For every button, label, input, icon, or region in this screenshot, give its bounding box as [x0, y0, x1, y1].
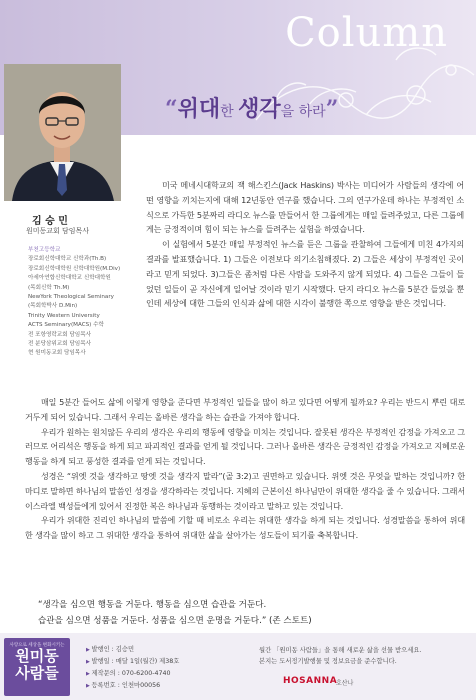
cv-item: Trinity Western University — [28, 312, 100, 319]
quote-line-1: “생각을 심으면 행동을 거둔다. 행동을 심으면 습관을 거둔다. — [38, 600, 267, 610]
headline-open-quote: “ — [165, 96, 178, 122]
article-paragraph: 이 실험에서 5분간 매일 부정적인 뉴스를 듣은 그룹을 관찰하여 그들에게 미친 4가지의 결과를 발표했습니다. 1) 그들은 이전보다 의기소침해졌다. 2) 그들은 세상이 부정적인 곳이라고 믿게 되었다. 3)그들은 좀처럼 다른 사람을 도와주지 않게 되었다. 4) 그들은 그들이 들었던 일들이 곧 자신에게 일어날 것이라 믿기 시작했다. 단지 라디오 뉴스를 5분간 들었을 뿐인데 세상에 대한 그들의 인식과 삶에 대한 시각이 불행한 쪽으로 영향을 받은 것입니다. — [146, 239, 464, 309]
cv-item: 전 분당삼위교회 담임목사 — [28, 341, 91, 348]
headline-close-quote: ” — [325, 96, 339, 122]
article-paragraph: 우리가 위대한 진리인 하나님의 말씀에 기할 때 비로소 우리는 위대한 생각을 하게 되는 것입니다. 성경말씀을 통하여 위대한 생각을 많이 하고 그 위대한 생각을 통하여 위대한 삶을 살아가는 성도들이 되기를 축복합니다. — [25, 515, 465, 541]
logo-tagline: 사랑으로 세상을 변화시키는 — [9, 643, 65, 648]
logo-title-line-1: 원미동 — [15, 647, 59, 665]
closing-quote — [38, 597, 458, 629]
cv-item: 현 원미동교회 담임목사 — [28, 350, 86, 357]
quote-line-2: 습관을 심으면 성품을 거둔다. 성품을 심으면 운명을 거둔다.” (존 스토트) — [38, 616, 312, 626]
publisher-info-item: ▶ 발행일 : 매달 1일(월간) 제38호 — [86, 656, 179, 668]
article-paragraph: 성경은 “위엣 것을 생각하고 땅엣 것을 생각지 말라”(골 3:2)고 권면하고 있습니다. 위엣 것은 무엇을 말하는 것입니까? 한 마디로 말하면 하나님의 말씀인 성경을 생각하라는 것입니다. 지혜의 근본이신 하나님만이 위대한 생각을 줄 수 있습니다. 그래서 이스라엘 백성들에게 있어서 진정한 복은 하나님과 동행하는 것이라고 말하고 있는 것입니다. — [25, 470, 465, 511]
hosanna-logo: HOSANNA — [283, 676, 338, 686]
publisher-info-item: ▶ 발행인 : 김승민 — [86, 644, 179, 656]
publisher-info — [86, 644, 179, 692]
article-body-lower — [25, 395, 465, 543]
monthly-notice — [259, 645, 469, 667]
author-photo — [4, 64, 121, 201]
headline-part-2: 한 — [220, 104, 239, 120]
article-paragraph: 미국 메네시대학교의 잭 해스킨스(Jack Haskins) 박사는 미디어가 사람들의 생각에 어떤 영향을 끼치는지에 대해 12년동안 연구를 했습니다. 그의 연구가운데 하나는 부정적인 소식으로 가득한 5분짜리 라디오 뉴스를 만들어서 한 그룹에게는 매일 들려주었고, 다른 그룹에게는 긍정적이며 힘이 되는 뉴스를 들려주는 실험을 하였습니다. — [146, 180, 464, 235]
publisher-info-item: ▶ 등록번호 : 인천마00056 — [86, 680, 179, 692]
monthly-notice-line-2: 본지는 도서정기발행물 및 정보요금을 준수합니다. — [259, 658, 397, 665]
cv-item: NewYork Theological Seminary — [28, 294, 114, 301]
author-name: 김 승 민 — [32, 216, 68, 227]
article-paragraph: 우리가 원하는 원치않든 우리의 생각은 우리의 행동에 영향을 미치는 것입니다. 잘못된 생각은 부정적인 감정을 가져오고 그러므로 어리석은 행동을 하게 되고 파괴적인 결과를 얻게 될 것입니다. 그러나 올바른 생각은 긍정적인 감정을 가져오고 지혜로운 행동을 하게 되고 풍성한 결과를 얻게 되는 것입니다. — [25, 426, 465, 467]
hosanna-sub: 호산나 — [336, 680, 354, 687]
article-headline — [165, 92, 338, 123]
magazine-logo — [4, 638, 70, 696]
monthly-notice-line-1: 월간 「원미동 사람들」을 통해 새로운 삶을 선물 받으세요. — [259, 647, 422, 654]
cv-item: (목회신학 Th.M) — [28, 284, 70, 291]
article-paragraph: 매일 5분간 들어도 삶에 이렇게 영향을 준다면 부정적인 일들을 많이 하고 있다면 어떻게 될까요? 우리는 반드시 뿌린 대로 거두게 되어 있습니다. 그래서 우리는 올바른 생각을 하는 습관을 가져야 합니다. — [25, 397, 465, 422]
author-role: 원미동교회 담임목사 — [26, 227, 90, 235]
article-body-upper — [146, 178, 464, 311]
publisher-info-item: ▶ 제작문의 : 070-6200-4740 — [86, 668, 179, 680]
headline-part-3: 생각 — [238, 97, 281, 122]
section-title: Column — [285, 10, 448, 56]
cv-item: 장로회신학대학원 신학대학원(M.Div) — [28, 265, 121, 272]
logo-title-line-2: 사람들 — [15, 664, 59, 682]
author-cv-list — [28, 246, 138, 359]
cv-item: 전 포항영락교회 담임목사 — [28, 331, 91, 338]
headline-part-1: 위대 — [177, 97, 221, 122]
cv-item: ACTS Seminary(MACS) 수학 — [28, 322, 104, 329]
cv-item: 장로회신학대학교 신학과(Th.B) — [28, 256, 107, 263]
headline-part-4: 을 하라 — [280, 104, 326, 120]
portrait-illustration — [4, 64, 121, 201]
cv-item: 아세아연합신학대학교 신학대학원 — [28, 275, 111, 282]
cv-item: (목회학박사 D.Min) — [28, 303, 78, 310]
cv-item: 부천고등학교 — [28, 247, 61, 253]
